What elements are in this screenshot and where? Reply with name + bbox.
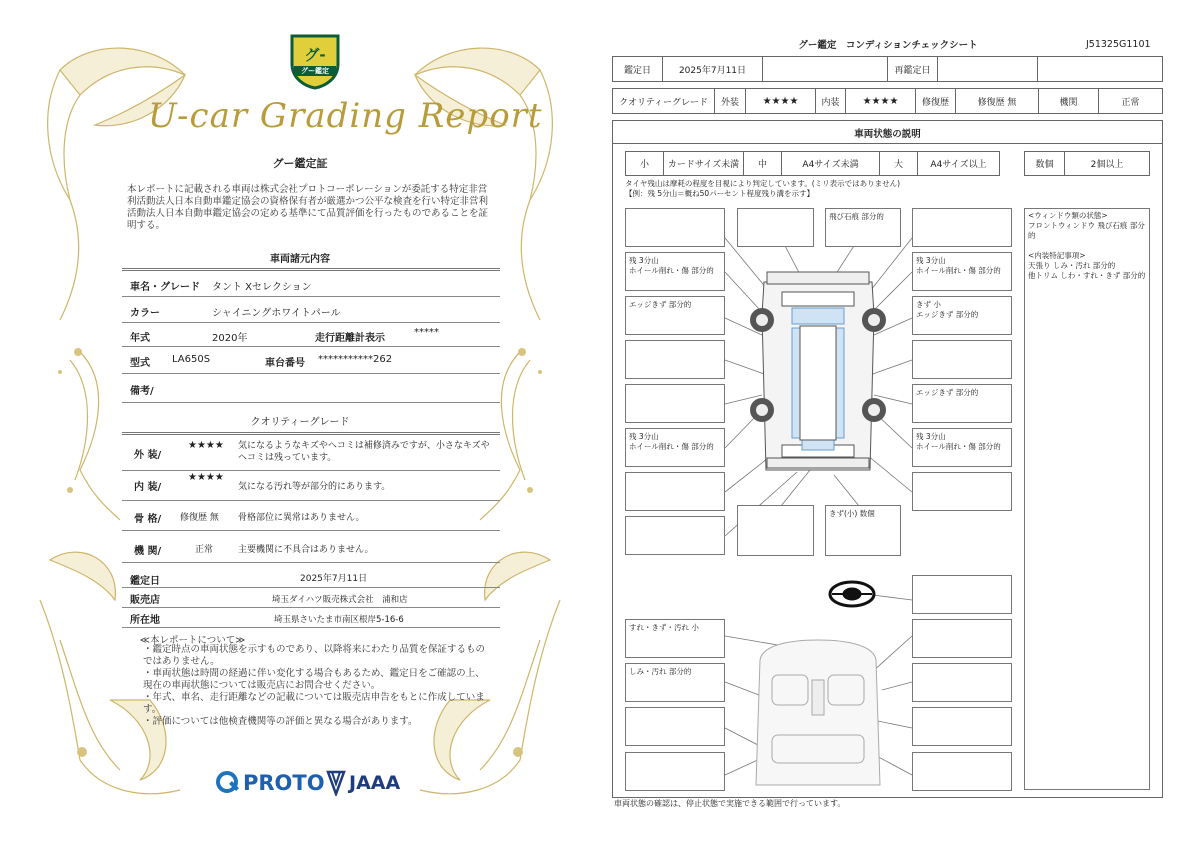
divider [122, 322, 500, 323]
divider [122, 402, 500, 403]
condition-box-int-left-2 [625, 663, 725, 702]
name-label: 車名・グレード [130, 282, 200, 293]
mileage-value: ***** [414, 327, 439, 338]
date-value: 2025年7月11日 [663, 57, 763, 81]
color-label: カラー [130, 308, 160, 319]
jaaa-logo [326, 770, 400, 796]
frame-value: 修復歴 無 [180, 513, 219, 523]
condition-box-int-left-1 [625, 619, 725, 658]
condition-box-left-6 [625, 428, 725, 467]
cert-body: 本レポートに記載される車両は株式会社プロトコーポレーションが委託する特定非営利活動法人日本自動車鑑定協会の資格保有者が厳選かつ公平な検査を行い特定非営利活動法人日本自動車鑑定協会の定める基準にて品質評価を行ったものであることを証明する。 [127, 184, 489, 231]
side-notes-box [1024, 208, 1150, 790]
condition-box-bottom-2 [825, 505, 901, 556]
condition-box-int-right-2 [912, 619, 1012, 658]
blank-cell [763, 57, 888, 81]
divider [122, 500, 500, 501]
condition-text: 残 3分山 [629, 256, 659, 265]
condition-box-left-2 [625, 252, 725, 291]
side-note-heading: <ウィンドウ類の状態> [1028, 211, 1108, 220]
grade-heading: クオリティーグレード [250, 417, 350, 428]
condition-text: エッジきず 部分的 [629, 300, 692, 309]
divider [122, 627, 500, 628]
svg-text:グ-: グ- [304, 46, 326, 64]
grade-row [612, 88, 1163, 114]
proto-wordmark: PROTO [243, 771, 325, 795]
frame-label: 骨 格/ [134, 514, 162, 525]
chassis-label: 車台番号 [265, 358, 305, 369]
condition-box-right-1 [912, 208, 1012, 247]
chassis-value: ***********262 [318, 354, 393, 365]
dealer-value: 埼玉ダイハツ販売株式会社 浦和店 [272, 595, 408, 605]
reinspect-label: 再鑑定日 [888, 57, 938, 81]
side-note-line: 他トリム しわ・すれ・きず 部分的 [1028, 271, 1146, 280]
condition-text: 飛び石痕 部分的 [829, 212, 884, 221]
proto-mark-icon [215, 770, 241, 796]
divider [122, 607, 500, 608]
side-note-line: 天張り しみ・汚れ 部分的 [1028, 261, 1116, 270]
divider [122, 530, 500, 531]
condition-box-right-7 [912, 472, 1012, 511]
condition-box-int-right-1 [912, 575, 1012, 614]
condition-box-right-3 [912, 296, 1012, 335]
size-mid: 中 [744, 152, 782, 175]
divider [122, 587, 500, 588]
condition-box-right-5 [912, 384, 1012, 423]
divider [122, 346, 500, 347]
cert-heading: グー鑑定証 [272, 157, 328, 170]
remarks-label: 備考/ [130, 386, 154, 397]
condition-box-top-1 [737, 208, 814, 247]
condition-box-left-8 [625, 516, 725, 555]
quality-label: クオリティーグレード [613, 89, 715, 113]
size-small-desc: カードサイズ未満 [664, 152, 744, 175]
mileage-label: 走行距離計表示 [315, 333, 385, 344]
exterior-stars: ★★★★ [188, 440, 224, 451]
exterior-label: 外 装/ [134, 450, 162, 461]
condition-box-left-5 [625, 384, 725, 423]
condition-heading: 車両状態の説明 [854, 129, 921, 140]
about-list [143, 644, 491, 728]
ext-label: 外装 [715, 89, 746, 113]
condition-box-int-right-5 [912, 752, 1012, 791]
condition-box-left-3 [625, 296, 725, 335]
exterior-comment: 気になるようなキズやヘコミは補修済みですが、小さなキズやヘコミは残っています。 [238, 441, 490, 463]
divider [122, 268, 500, 271]
year-value: 2020年 [212, 333, 248, 344]
badge-label: グー鑑定 [301, 67, 329, 75]
sheet-footer: 車両状態の確認は、停止状態で実施できる範囲で行っています。 [614, 799, 846, 808]
count-label: 数個 [1025, 152, 1065, 175]
condition-text: しみ・汚れ 部分的 [629, 667, 692, 676]
reinspect-value [938, 57, 1038, 81]
condition-box-left-7 [625, 472, 725, 511]
specs-heading: 車両諸元内容 [270, 254, 330, 265]
condition-text: エッジきず 部分的 [916, 310, 979, 319]
tire-note-1: タイヤ残山は摩耗の程度を目視により判定しています。(ミリ表示ではありません) [625, 179, 901, 188]
about-item: ・車両状態は時間の経過に伴い変化する場合もあるため、鑑定日をご確認の上、現在の車両状態については販売店にお問合せください。 [143, 668, 485, 691]
date-row [612, 56, 1163, 82]
engine-value: 正常 [1121, 97, 1140, 108]
engine-label: 機 関/ [134, 546, 162, 557]
ext-stars: ★★★★ [746, 89, 816, 113]
jaaa-wordmark: JAAA [349, 772, 401, 794]
model-value: LA650S [172, 354, 211, 365]
condition-text: ホイール削れ・傷 部分的 [916, 442, 1001, 451]
year-label: 年式 [130, 333, 150, 344]
engine-value: 正常 [195, 545, 214, 555]
engine-label: 機関 [1039, 89, 1099, 113]
condition-box-int-left-4 [625, 752, 725, 791]
condition-box-bottom-1 [737, 505, 814, 556]
about-heading: ≪本レポートについて≫ [140, 635, 246, 646]
sheet-title: グー鑑定 コンディションチェックシート [798, 40, 978, 51]
interior-comment: 気になる汚れ等が部分的にあります。 [238, 482, 391, 492]
condition-text: 残 3分山 [629, 432, 659, 441]
jaaa-mark-icon [326, 770, 346, 796]
side-note-heading: <内装特記事項> [1028, 251, 1086, 260]
model-label: 型式 [130, 358, 150, 369]
repair-value: 修復歴 無 [956, 89, 1039, 113]
address-label: 所在地 [130, 615, 160, 626]
condition-text: 残 3分山 [916, 256, 946, 265]
divider [122, 296, 500, 297]
size-small: 小 [626, 152, 664, 175]
count-desc: 2個以上 [1090, 160, 1124, 170]
date-label: 鑑定日 [130, 576, 160, 587]
interior-stars: ★★★★ [188, 472, 224, 483]
size-large-desc: A4サイズ以上 [930, 160, 987, 170]
about-item: ・評価については他検査機関等の評価と異なる場合があります。 [143, 716, 418, 727]
about-item: ・鑑定時点の車両状態を示すものであり、以降将来にわたり品質を保証するものではありません。 [143, 644, 486, 667]
repair-label: 修復歴 [916, 89, 956, 113]
goo-kantei-badge [288, 30, 342, 90]
address-value: 埼玉県さいたま市南区根岸5-16-6 [274, 615, 404, 625]
size-legend [625, 151, 1000, 176]
interior-label: 内 装/ [134, 482, 162, 493]
condition-box-int-right-4 [912, 707, 1012, 746]
dealer-label: 販売店 [130, 595, 160, 606]
condition-box-left-1 [625, 208, 725, 247]
condition-text: ホイール削れ・傷 部分的 [629, 266, 714, 275]
condition-text: きず(小) 数個 [829, 509, 875, 518]
name-value: タント Xセレクション [212, 282, 312, 293]
condition-box-right-6 [912, 428, 1012, 467]
condition-box-right-2 [912, 252, 1012, 291]
proto-logo [215, 770, 325, 796]
condition-text: きず 小 [916, 300, 941, 309]
date-label: 鑑定日 [613, 57, 663, 81]
condition-text: エッジきず 部分的 [916, 388, 979, 397]
int-stars: ★★★★ [846, 89, 916, 113]
divider [122, 432, 500, 435]
size-large: 大 [880, 152, 918, 175]
condition-text: 残 3分山 [916, 432, 946, 441]
condition-box-right-4 [912, 340, 1012, 379]
condition-box-int-left-3 [625, 707, 725, 746]
date-value: 2025年7月11日 [300, 574, 368, 584]
count-legend [1024, 151, 1150, 176]
engine-comment: 主要機関に不具合はありません。 [238, 545, 374, 555]
size-mid-desc: A4サイズ未満 [782, 152, 880, 175]
condition-box-int-right-3 [912, 663, 1012, 702]
side-note-line: フロントウィンドウ 飛び石痕 部分的 [1028, 221, 1145, 240]
color-value: シャイニングホワイトパール [212, 308, 341, 319]
divider [122, 470, 500, 471]
frame-comment: 骨格部位に異常はありません。 [238, 513, 365, 523]
condition-text: ホイール削れ・傷 部分的 [916, 266, 1001, 275]
condition-box-left-4 [625, 340, 725, 379]
int-label: 内装 [816, 89, 846, 113]
report-title: U-car Grading Report [148, 96, 543, 136]
steering-wheel-icon [830, 582, 874, 606]
condition-text: すれ・きず・汚れ 小 [629, 623, 699, 632]
about-item: ・年式、車名、走行距離などの記載については販売店申告をもとに作成しています。 [143, 692, 485, 715]
divider [122, 562, 500, 563]
shield-icon [288, 30, 342, 90]
tire-note-2: 【例：残 5分山＝概ね50パーセント程度残り溝を示す】 [625, 189, 815, 198]
divider [122, 373, 500, 374]
sheet-code: J51325G1101 [1086, 39, 1151, 50]
condition-box-top-2 [825, 208, 901, 247]
condition-text: ホイール削れ・傷 部分的 [629, 442, 714, 451]
